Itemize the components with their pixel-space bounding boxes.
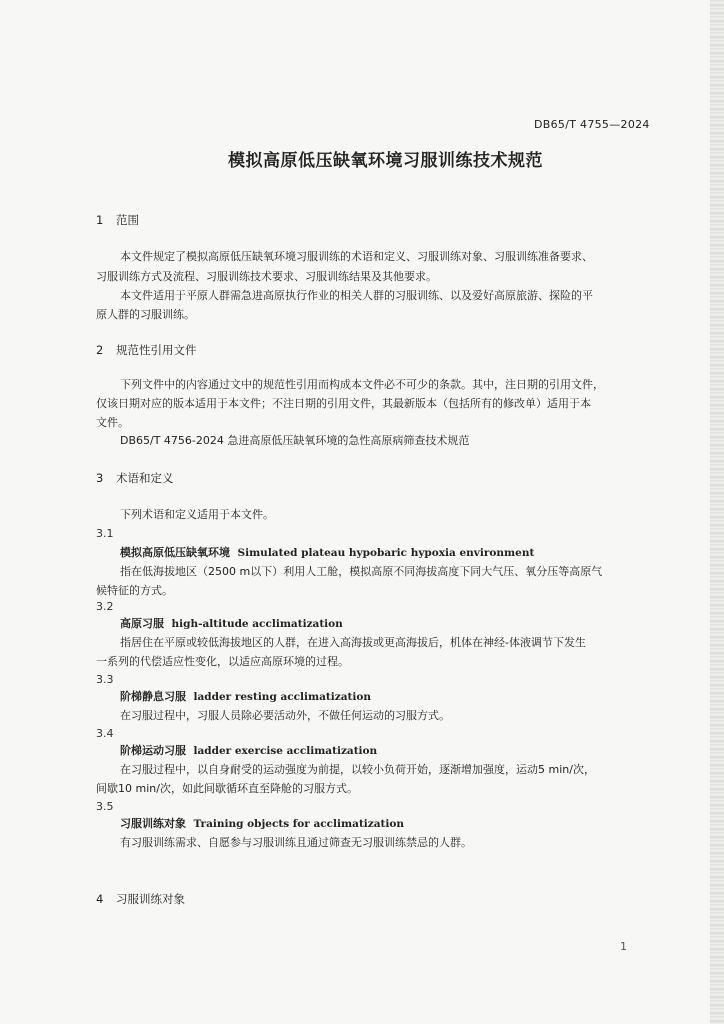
normative-reference: DB65/T 4756-2024 急进高原低压缺氧环境的急性高原病筛查技术规范 [120,434,470,447]
section-2-para-line-1: 下列文件中的内容通过文中的规范性引用而构成本文件必不可少的条款。其中，注日期的引用文件， [120,378,604,391]
section-2-para-line-3: 文件。 [96,416,129,429]
term-3-4-title [120,744,377,758]
term-3-4-cn: 阶梯运动习服 [120,744,186,757]
term-3-2-cn: 高原习服 [120,617,164,630]
section-1-para-2-line-1: 本文件适用于平原人群需急进高原执行作业的相关人群的习服训练、以及爱好高原旅游、探险的平 [120,289,593,302]
term-3-5-cn: 习服训练对象 [120,817,186,830]
term-3-3-number: 3.3 [96,673,114,686]
section-1-para-1-line-2: 习服训练方式及流程、习服训练技术要求、习服训练结果及其他要求。 [96,270,437,283]
term-3-4-en: ladder exercise acclimatization [193,745,378,757]
section-4-number: 4 [96,892,104,906]
term-3-3-en: ladder resting acclimatization [193,691,372,703]
section-1-para-1-line-1: 本文件规定了模拟高原低压缺氧环境习服训练的术语和定义、习服训练对象、习服训练准备要求、 [120,250,593,263]
section-4-heading: 习服训练对象 [116,892,185,906]
term-3-1-def-line-2: 候特征的方式。 [96,584,173,597]
section-2-para-line-2: 仅该日期对应的版本适用于本文件；不注日期的引用文件，其最新版本（包括所有的修改单）适用于本 [96,397,591,410]
term-3-5-en: Training objects for acclimatization [193,818,405,830]
document-title: 模拟高原低压缺氧环境习服训练技术规范 [228,151,543,171]
section-1-para-2-line-2: 原人群的习服训练。 [96,308,195,321]
term-3-4-number: 3.4 [96,727,114,740]
section-3-number: 3 [96,471,104,485]
section-2-number: 2 [96,343,104,357]
section-1-number: 1 [96,213,104,227]
term-3-3-title [120,690,371,704]
term-3-1-number: 3.1 [96,527,114,540]
scan-edge [710,0,724,1024]
term-3-4-def-line-1: 在习服过程中，以自身耐受的运动强度为前提，以较小负荷开始，逐渐增加强度，运动5 min/次， [120,763,595,776]
term-3-1-def-line-1: 指在低海拔地区（2500 m以下）利用人工舱，模拟高原不同海拔高度下同大气压、氧分压等高原气 [120,565,603,578]
term-3-3-def-line-1: 在习服过程中，习服人员除必要活动外，不做任何运动的习服方式。 [120,709,450,722]
term-3-2-def-line-1: 指居住在平原或较低海拔地区的人群，在进入高海拔或更高海拔后，机体在神经-体液调节下发生 [120,636,586,649]
term-3-5-number: 3.5 [96,800,114,813]
term-3-2-number: 3.2 [96,600,114,613]
page-number: 1 [620,940,627,953]
term-3-2-en: high-altitude acclimatization [171,618,343,630]
term-3-3-cn: 阶梯静息习服 [120,690,186,703]
term-3-1-cn: 模拟高原低压缺氧环境 [120,546,230,559]
term-3-4-def-line-2: 间歇10 min/次，如此间歇循环直至降舱的习服方式。 [96,782,358,795]
standard-code: DB65/T 4755—2024 [534,118,650,131]
section-3-heading: 术语和定义 [116,471,174,485]
term-3-5-def-line-1: 有习服训练需求、自愿参与习服训练且通过筛查无习服训练禁忌的人群。 [120,836,472,849]
term-3-1-en: Simulated plateau hypobaric hypoxia environment [237,547,535,559]
term-3-1-title [120,546,534,560]
term-3-2-title [120,617,343,631]
term-3-2-def-line-2: 一系列的代偿适应性变化，以适应高原环境的过程。 [96,655,349,668]
section-1-heading: 范围 [116,213,139,227]
term-3-5-title [120,817,404,831]
section-3-intro: 下列术语和定义适用于本文件。 [120,508,274,521]
section-2-heading: 规范性引用文件 [116,343,197,357]
